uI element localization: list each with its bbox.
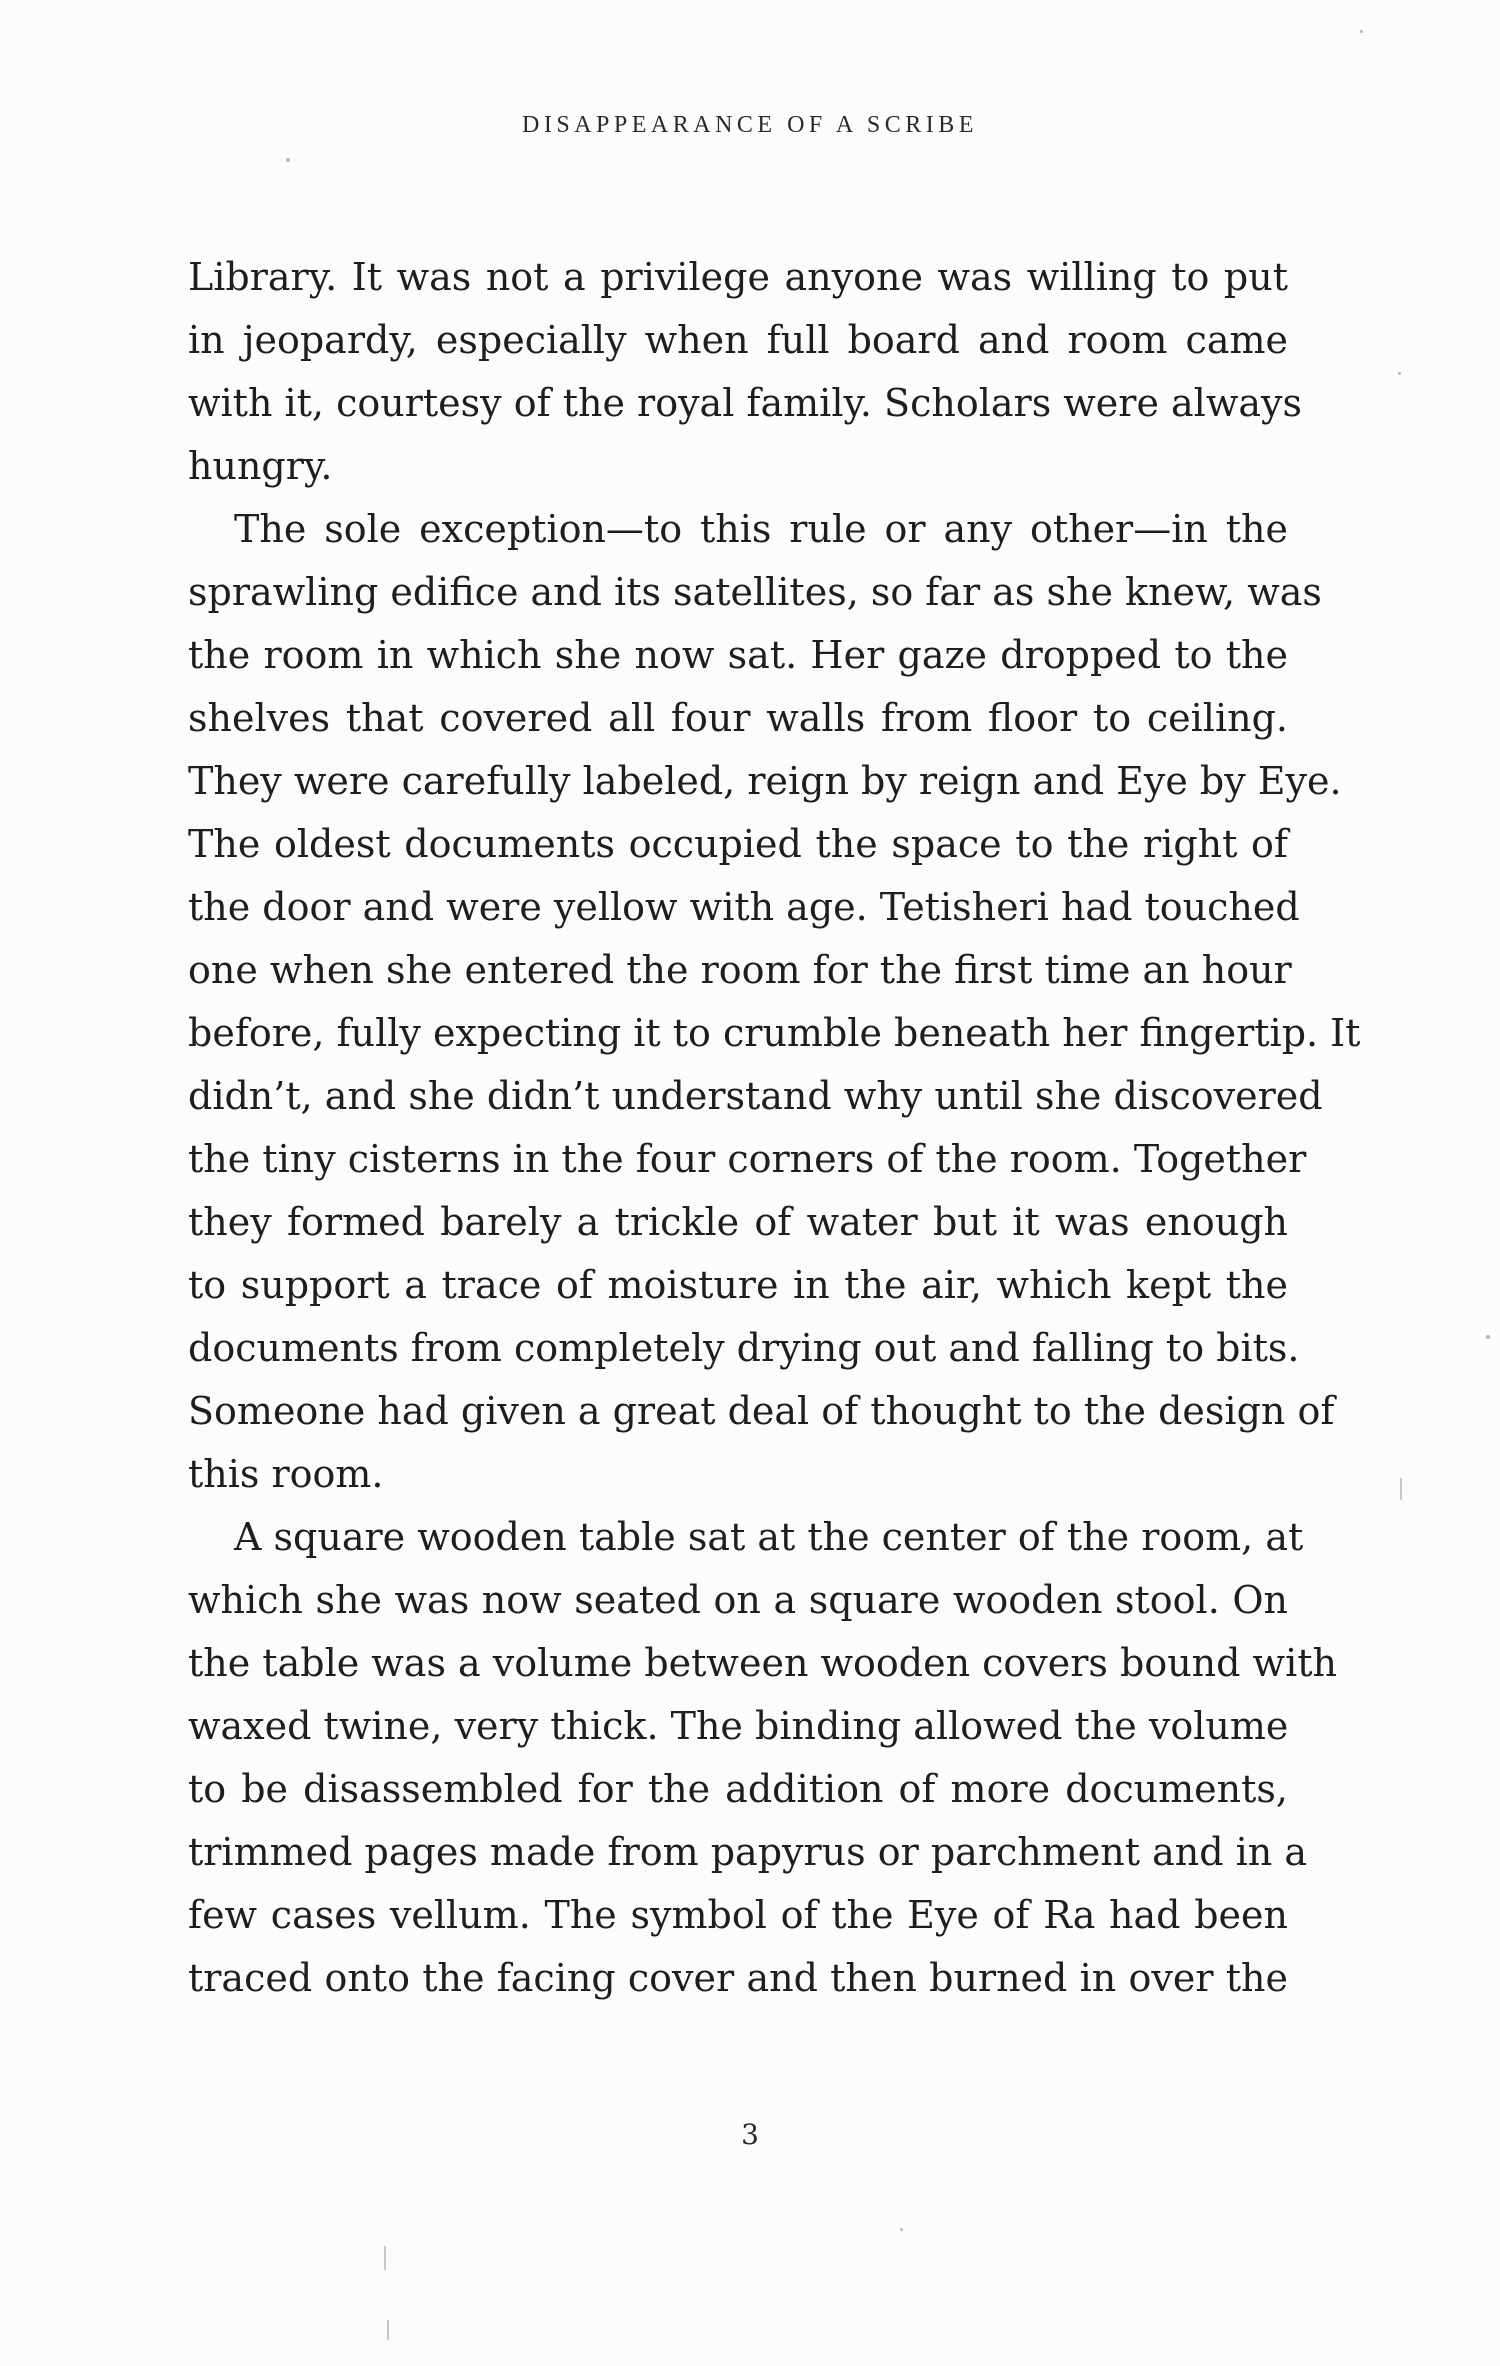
text-line: to be disassembled for the addition of more documents,	[188, 1767, 1288, 1811]
text-line: Library. It was not a privilege anyone was willing to put	[188, 255, 1288, 299]
paragraph-start-line: The sole exception—to this rule or any other—in the	[234, 507, 1288, 551]
text-line: hungry.	[188, 444, 333, 488]
scan-scratch	[384, 2246, 386, 2270]
page-number: 3	[741, 2118, 759, 2151]
text-line: documents from completely drying out and falling to bits.	[188, 1326, 1300, 1370]
scan-scratch	[1400, 1478, 1402, 1500]
text-line: few cases vellum. The symbol of the Eye of Ra had been	[188, 1893, 1288, 1937]
text-line: trimmed pages made from papyrus or parchment and in a	[188, 1830, 1307, 1874]
text-line: Someone had given a great deal of thought to the design of	[188, 1389, 1335, 1433]
text-line: shelves that covered all four walls from floor to ceiling.	[188, 696, 1288, 740]
text-line: the door and were yellow with age. Tetisheri had touched	[188, 885, 1300, 929]
text-line: to support a trace of moisture in the air, which kept the	[188, 1263, 1288, 1307]
scan-speck	[900, 2228, 903, 2231]
text-line: sprawling edifice and its satellites, so far as she knew, was	[188, 570, 1322, 614]
text-line: they formed barely a trickle of water but it was enough	[188, 1200, 1288, 1244]
text-line: which she was now seated on a square wooden stool. On	[188, 1578, 1288, 1622]
text-line: the room in which she now sat. Her gaze dropped to the	[188, 633, 1288, 677]
running-head: DISAPPEARANCE OF A SCRIBE	[522, 112, 978, 138]
paragraph-start-line: A square wooden table sat at the center of the room, at	[234, 1515, 1304, 1559]
text-line: in jeopardy, especially when full board and room came	[188, 318, 1288, 362]
text-line: didn’t, and she didn’t understand why until she discovered	[188, 1074, 1323, 1118]
scan-speck	[286, 158, 290, 162]
text-line: the table was a volume between wooden covers bound with	[188, 1641, 1337, 1685]
text-line: one when she entered the room for the first time an hour	[188, 948, 1292, 992]
text-line: this room.	[188, 1452, 384, 1496]
text-line: before, fully expecting it to crumble beneath her fingertip. It	[188, 1011, 1361, 1055]
text-line: They were carefully labeled, reign by reign and Eye by Eye.	[188, 759, 1342, 803]
text-line: the tiny cisterns in the four corners of the room. Together	[188, 1137, 1307, 1181]
scan-speck	[1360, 30, 1363, 33]
text-line: The oldest documents occupied the space to the right of	[188, 822, 1288, 866]
text-line: traced onto the facing cover and then burned in over the	[188, 1956, 1288, 2000]
scan-speck	[1398, 372, 1401, 375]
text-line: waxed twine, very thick. The binding allowed the volume	[188, 1704, 1289, 1748]
scan-speck	[1486, 1335, 1490, 1339]
body-text	[188, 246, 1361, 2010]
scan-scratch	[387, 2320, 389, 2340]
text-line: with it, courtesy of the royal family. Scholars were always	[188, 381, 1302, 425]
